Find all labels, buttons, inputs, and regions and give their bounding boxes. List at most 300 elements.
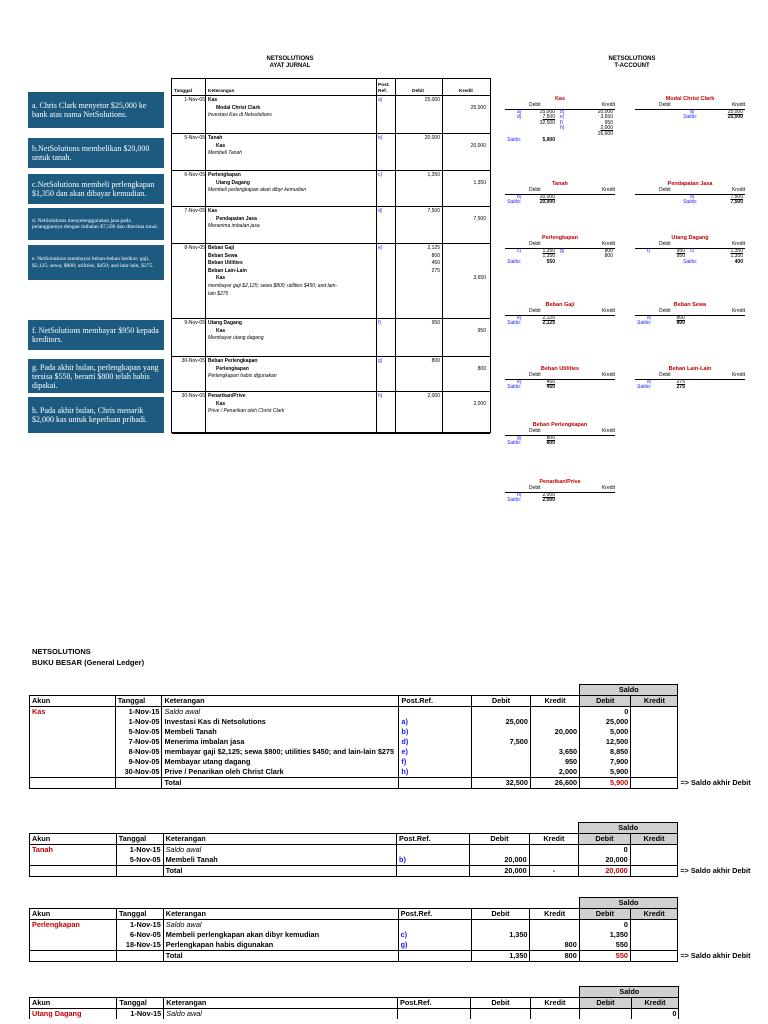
taccount <box>635 97 745 121</box>
journal-line-text: Menerima imbalan jasa <box>208 223 260 230</box>
journal-date: 6-Nov-05 <box>184 172 205 178</box>
journal-debit-value: 800 <box>431 358 440 364</box>
taccount <box>505 367 615 391</box>
ledger-description: Prive / Penarikan oleh Christ Clark <box>162 767 399 778</box>
ledger-empty-cell <box>30 685 116 696</box>
journal-ref: h) <box>378 393 383 399</box>
journal-title: AYAT JURNAL <box>269 63 311 69</box>
ledger-account-name <box>30 757 116 767</box>
ledger-empty-cell <box>678 823 768 834</box>
taccount-ref: g) <box>560 247 565 254</box>
ledger-credit <box>529 855 579 866</box>
ledger-description: Saldo awal <box>162 707 399 718</box>
taccount-debit-value: 275 <box>676 378 685 385</box>
taccount-title: Modal Christ Clark <box>665 96 715 102</box>
taccount <box>505 423 615 447</box>
ledger-col-scredit: Kredit <box>630 909 677 920</box>
taccount-ref: f) <box>560 119 564 126</box>
taccount-title: Beban Perlengkapan <box>532 422 588 428</box>
ledger-saldo-debit: 550 <box>579 940 630 951</box>
ledger-empty-cell <box>678 767 768 778</box>
journal-ref: d) <box>378 208 383 214</box>
journal-ref: g) <box>378 358 383 364</box>
ledger-description: Perlengkapan habis digunakan <box>163 940 398 951</box>
taccount-title: Beban Gaji <box>545 302 575 308</box>
ledger-empty-cell <box>164 987 398 998</box>
ledger-empty-cell <box>678 727 768 737</box>
ledger-title: BUKU BESAR (General Ledger) <box>32 658 145 667</box>
taccount-debit-value: 950 <box>676 247 685 254</box>
ledger-empty-cell <box>117 951 164 962</box>
ledger-col-debit: Debit <box>471 998 530 1009</box>
taccount-head <box>505 188 615 194</box>
ledger-row <box>30 727 768 737</box>
taccount-credit-label: Kredit <box>601 186 615 193</box>
ledger-row <box>30 717 768 727</box>
ledger-description: Saldo awal <box>164 1009 398 1020</box>
ledger-saldo-debit: 25,000 <box>580 717 631 727</box>
ledger-col-sdebit: Debit <box>580 696 631 707</box>
ledger-description: Menerima imbalan jasa <box>162 737 399 747</box>
ledger-empty-cell <box>398 898 471 909</box>
ledger-total-debit: 32,500 <box>472 778 531 789</box>
ledger-row <box>30 940 768 951</box>
ledger-account-name <box>30 717 116 727</box>
taccount-debit-value: 800 <box>676 314 685 321</box>
taccount <box>635 182 745 206</box>
taccount-ref: a) <box>690 108 695 115</box>
journal-entry <box>172 357 490 392</box>
ledger-empty-cell <box>162 685 399 696</box>
ledger-empty-cell <box>678 855 768 866</box>
journal-credit-value: 800 <box>477 365 486 372</box>
taccount-title: Beban Lain-Lain <box>668 366 712 372</box>
ledger-empty-cell <box>679 1009 768 1020</box>
taccount-saldo-row <box>635 115 745 121</box>
ledger-col-account: Akun <box>30 834 117 845</box>
ledger-col-date: Tanggal <box>116 834 163 845</box>
taccount-credit-value: 1,350 <box>730 253 743 260</box>
journal-ref: a) <box>378 97 383 103</box>
ledger-ref: d) <box>399 737 472 747</box>
ledger-empty-cell <box>529 823 579 834</box>
taccount-credit-value: 25,000 <box>727 108 743 115</box>
journal-line-text: membayar gaji $2,125; sewa $800; utilities $450; and lain- <box>208 283 337 289</box>
ledger-saldo-credit <box>630 920 677 931</box>
ledger-ref <box>399 707 472 718</box>
journal-debit-value: 25,000 <box>424 97 440 103</box>
taccount-title: Utang Dagang <box>671 235 709 241</box>
journal-col-debit: Debit <box>412 88 424 94</box>
ledger-col-scredit: Kredit <box>631 998 679 1009</box>
ledger-col-credit: Kredit <box>529 834 579 845</box>
taccount-ref: c) <box>690 247 695 254</box>
ledger-debit <box>472 707 531 718</box>
ledger-ref: g) <box>398 940 471 951</box>
ledger-col-desc: Keterangan <box>162 696 399 707</box>
ledger-debit: 1,350 <box>471 930 530 940</box>
journal-line-text: Membeli Tanah <box>208 150 243 157</box>
journal-line-text: Kas <box>208 208 218 214</box>
ledger-row <box>30 707 768 718</box>
taccount-debit-label: Debit <box>529 484 541 491</box>
ledger-head-row <box>30 696 768 707</box>
taccount-credit-value: 2,000 <box>600 125 613 132</box>
ledger-empty-cell <box>115 778 162 789</box>
ledger-ref <box>398 920 471 931</box>
journal-line-text: Membeli perlengkapan akan dibyr kemudian <box>208 187 307 194</box>
ledger-empty-cell <box>678 707 768 718</box>
taccount-credit-label: Kredit <box>731 186 745 193</box>
ledger-balance-note: => Saldo akhir Debit <box>680 778 751 787</box>
ledger-empty-cell <box>397 823 470 834</box>
ledger-date: 30-Nov-05 <box>115 767 162 778</box>
ledger-col-sdebit: Debit <box>579 834 631 845</box>
journal-line-text: Prive / Penarikan oleh Christ Clark <box>208 408 285 415</box>
taccount-credit-label: Kredit <box>601 484 615 491</box>
journal-date: 5-Nov-05 <box>184 135 205 141</box>
ledger-account-name: Utang Dagang <box>30 1009 117 1020</box>
taccount-debit-label: Debit <box>659 101 671 108</box>
ledger-debit <box>471 1009 530 1020</box>
ledger-saldo-debit: 20,000 <box>579 855 631 866</box>
taccount-saldo-value: 800 <box>546 440 555 447</box>
journal-credit-value: 7,500 <box>473 215 486 222</box>
taccount-debit-value: 1,350 <box>542 253 555 260</box>
ledger-debit <box>471 940 530 951</box>
journal-entry <box>172 134 490 171</box>
ledger-col-debit: Debit <box>470 834 529 845</box>
taccount-head <box>635 309 745 315</box>
journal-entry <box>172 96 490 134</box>
taccount-debit-label: Debit <box>659 186 671 193</box>
taccount-title: Perlengkapan <box>541 235 579 241</box>
ledger-credit <box>529 845 579 856</box>
ledger-debit <box>470 845 529 856</box>
taccount-credit-label: Kredit <box>601 101 615 108</box>
ledger-credit <box>530 737 579 747</box>
journal-ref: c) <box>378 172 383 178</box>
ledger-row <box>30 757 768 767</box>
taccount-saldo-value: 550 <box>546 258 555 265</box>
taccount-saldo-value: 800 <box>676 320 685 327</box>
ledger-account-name: Tanah <box>30 845 117 856</box>
taccount <box>505 480 615 504</box>
ledger-saldo-header: Saldo <box>579 823 678 834</box>
taccount-ref: e) <box>647 378 652 385</box>
ledger-saldo-debit: 0 <box>579 920 630 931</box>
ledger-empty-cell <box>117 987 164 998</box>
taccount-ref: e) <box>517 378 522 385</box>
ledger-saldo-credit <box>631 757 678 767</box>
taccount-saldo-label: Saldo: <box>683 199 698 206</box>
ledger-col-sdebit: Debit <box>580 998 632 1009</box>
ledger-empty-cell <box>30 951 117 962</box>
taccount-company: NETSOLUTIONS <box>608 56 656 62</box>
taccount-credit-label: Kredit <box>731 101 745 108</box>
taccount-debit-value: 20,000 <box>539 193 555 200</box>
taccount-head <box>635 373 745 379</box>
ledger-saldo-credit <box>631 717 678 727</box>
ledger-empty-cell <box>678 747 768 757</box>
ledger-empty-cell <box>678 757 768 767</box>
journal-date: 9-Nov-05 <box>184 320 205 326</box>
ledger-row <box>30 930 768 940</box>
ledger-date: 5-Nov-05 <box>116 855 163 866</box>
ledger-saldo-credit <box>631 737 678 747</box>
ledger-debit: 20,000 <box>470 855 529 866</box>
ledger-col-ref: Post.Ref. <box>399 696 472 707</box>
taccount-head <box>505 242 615 248</box>
ledger-col-account: Akun <box>30 998 117 1009</box>
journal-entry <box>172 207 490 244</box>
taccount <box>635 303 745 327</box>
ledger-total-label: Total <box>163 951 398 962</box>
journal-line-text: Perlengkapan habis digunakan <box>208 373 277 380</box>
note-g: g. Pada akhir bulan, perlengkapan yang tersisa $550, berarti $800 telah habis dipakai. <box>28 359 164 393</box>
ledger-credit <box>530 920 579 931</box>
ledger-col-sdebit: Debit <box>579 909 630 920</box>
taccount-ref: b) <box>517 193 522 200</box>
taccount-debit-label: Debit <box>529 240 541 247</box>
ledger-ref: a) <box>399 717 472 727</box>
taccount-saldo-label: Saldo: <box>507 136 522 143</box>
taccount-title: Kas <box>554 96 566 102</box>
ledger-empty-cell <box>30 898 117 909</box>
journal-line-text: Perlengkapan <box>216 365 249 372</box>
journal-debit-value: 800 <box>431 252 440 259</box>
ledger-empty-cell <box>397 987 470 998</box>
journal-date: 1-Nov-05 <box>184 97 205 103</box>
journal-debit-value: 950 <box>431 320 440 326</box>
ledger-col-date: Tanggal <box>115 696 162 707</box>
journal-credit-value: 3,650 <box>473 275 486 282</box>
ledger-empty-cell <box>115 685 162 696</box>
ledger-total-label: Total <box>163 866 396 877</box>
journal-line-text: Tanah <box>208 135 223 141</box>
ledger-col-account: Akun <box>30 909 117 920</box>
journal-entry <box>172 244 490 319</box>
taccount-debit-value: 25,000 <box>539 108 555 115</box>
ledger-total-saldo-debit: 550 <box>579 951 630 962</box>
journal-head-row <box>172 79 490 96</box>
ledger-description: Investasi Kas di Netsolutions <box>162 717 399 727</box>
ledger-empty-cell <box>679 998 768 1009</box>
ledger-debit <box>472 727 531 737</box>
ledger-saldo-header-row <box>30 898 768 909</box>
taccount-ref: d) <box>690 193 695 200</box>
taccount-credit-value: 950 <box>604 119 613 126</box>
ledger-account <box>29 684 768 789</box>
journal-debit-value: 450 <box>431 260 440 267</box>
journal-credit-value: 2,000 <box>473 400 486 407</box>
ledger-account-name <box>30 930 117 940</box>
journal-line-text: Kas <box>216 327 226 334</box>
journal-date: 30-Nov-05 <box>181 358 205 364</box>
ledger-col-credit: Kredit <box>530 696 579 707</box>
note-a: a. Chris Clark menyetor $25,000 ke bank atas nama NetSolutions. <box>28 92 164 128</box>
journal-debit-value: 2,125 <box>427 245 440 251</box>
ledger-saldo-debit: 0 <box>580 707 631 718</box>
ledger-row <box>30 767 768 778</box>
ledger-saldo-header: Saldo <box>580 685 678 696</box>
note-d: d. NetSolutions menyelenggarakan jasa pada pelanggannya dengan imbalan $7,500 dan diterima tunai. <box>28 208 164 240</box>
taccount-ref: c) <box>517 247 522 254</box>
ledger-total-saldo-credit <box>630 951 677 962</box>
ledger-ref: b) <box>399 727 472 737</box>
ledger-saldo-debit: 5,000 <box>580 727 631 737</box>
taccount-credit-label: Kredit <box>601 240 615 247</box>
taccount-saldo-value: 275 <box>676 384 685 391</box>
ledger-col-scredit: Kredit <box>630 834 678 845</box>
taccount-saldo-label: Saldo: <box>507 258 522 265</box>
taccount-credit-value: 3,650 <box>600 114 613 121</box>
taccount-debit-label: Debit <box>529 307 541 314</box>
ledger-total-credit: - <box>529 866 579 877</box>
ledger-debit: 7,500 <box>472 737 531 747</box>
taccount-debit-value: 7,500 <box>542 114 555 121</box>
taccount-debit-label: Debit <box>529 427 541 434</box>
ledger-row <box>30 1009 768 1020</box>
ledger-saldo-header-row <box>30 987 768 998</box>
ledger-date: 1-Nov-15 <box>117 1009 164 1020</box>
journal-debit-value: 2,000 <box>427 393 440 399</box>
ledger-empty-cell <box>399 778 472 789</box>
ledger-total-saldo-debit: 20,000 <box>579 866 631 877</box>
ledger-ref: c) <box>398 930 471 940</box>
taccount-debit-label: Debit <box>659 307 671 314</box>
ledger-col-desc: Keterangan <box>163 834 396 845</box>
ledger-account-name <box>30 940 117 951</box>
taccount-saldo-row <box>505 260 615 266</box>
journal-line-text: Beban Sewa <box>208 252 238 259</box>
journal-credit-value: 20,000 <box>470 142 486 149</box>
taccount-saldo-value: 7,500 <box>730 199 743 206</box>
ledger-ref: b) <box>397 855 470 866</box>
taccount-head <box>505 373 615 379</box>
ledger-empty-cell <box>398 951 471 962</box>
taccount-credit-value: 1,350 <box>730 247 743 254</box>
ledger-empty-cell <box>116 866 163 877</box>
ledger-empty-cell <box>679 987 768 998</box>
ledger-description: Membayar utang dagang <box>162 757 399 767</box>
taccount <box>635 236 745 265</box>
ledger-empty-cell <box>678 696 768 707</box>
ledger-description: membayar gaji $2,125; sewa $800; utilities $450; and lain-lain $275 <box>162 747 399 757</box>
ledger-account-name <box>30 727 116 737</box>
journal-line-text: Kas <box>216 142 226 149</box>
taccount-saldo-value: 20,000 <box>539 199 555 206</box>
taccount-ref: h) <box>517 491 522 498</box>
ledger-total-saldo-credit <box>631 778 678 789</box>
ledger-account-name <box>30 747 116 757</box>
ledger-empty-cell <box>163 823 396 834</box>
journal-credit-value: 950 <box>477 327 486 334</box>
taccount-debit-value: 950 <box>676 253 685 260</box>
ledger-saldo-credit: 0 <box>631 1009 679 1020</box>
journal-line-text: Membayar utang dagang <box>208 335 264 342</box>
journal-ref: f) <box>378 320 382 326</box>
ledger-date: 6-Nov-05 <box>117 930 164 940</box>
journal-line-text: Beban Lain-Lain <box>208 267 247 274</box>
taccount-head <box>635 103 745 109</box>
ledger-col-desc: Keterangan <box>163 909 398 920</box>
ledger-account-name: Kas <box>30 707 116 718</box>
taccount-title: Tanah <box>552 181 568 187</box>
ledger-credit: 3,650 <box>530 747 579 757</box>
ledger-col-debit: Debit <box>472 696 531 707</box>
ledger-credit <box>530 717 579 727</box>
ledger-credit: 20,000 <box>530 727 579 737</box>
ledger-description: Membeli Tanah <box>163 855 396 866</box>
ledger-empty-cell <box>30 778 116 789</box>
ledger-date: 1-Nov-15 <box>117 920 164 931</box>
ledger-empty-cell <box>471 987 530 998</box>
journal-table <box>171 78 491 433</box>
ledger-saldo-credit <box>631 707 678 718</box>
taccount-saldo-label: Saldo: <box>507 497 522 504</box>
journal-line-text: Kas <box>216 275 226 282</box>
journal-ref: b) <box>378 135 383 141</box>
taccount-debit-label: Debit <box>659 371 671 378</box>
taccount-saldo-row <box>505 498 615 504</box>
ledger-date: 1-Nov-15 <box>115 707 162 718</box>
ledger-account <box>29 897 768 962</box>
ledger-date: 7-Nov-05 <box>115 737 162 747</box>
taccount-ref: d) <box>517 114 522 121</box>
ledger-empty-cell <box>678 717 768 727</box>
taccount-credit-value: 26,600 <box>597 130 613 137</box>
journal-date: 7-Nov-05 <box>184 208 205 214</box>
ledger-empty-cell <box>117 898 164 909</box>
taccount-saldo-label: Saldo: <box>507 320 522 327</box>
journal-line-text: Perlengkapan <box>208 172 241 178</box>
taccount-ref: g) <box>517 434 522 441</box>
taccount-debit-value: 1,350 <box>542 247 555 254</box>
ledger-total-label: Total <box>162 778 399 789</box>
taccount-saldo-value: 2,125 <box>542 320 555 327</box>
ledger-description: Saldo awal <box>163 845 396 856</box>
journal-col-date: Tanggal <box>174 88 193 94</box>
taccount-ref: f) <box>647 247 651 254</box>
ledger-empty-cell <box>397 866 470 877</box>
ledger-empty-cell <box>399 685 472 696</box>
taccount-saldo-row <box>505 441 615 447</box>
ledger-total-debit: 1,350 <box>471 951 530 962</box>
ledger-debit <box>471 920 530 931</box>
journal-entry <box>172 171 490 207</box>
taccount-credit-value: 800 <box>604 253 613 260</box>
ledger-total-row <box>30 866 768 877</box>
note-c: c.NetSolutions membeli perlengkapan $1,350 dan akan dibayar kemudian. <box>28 174 164 204</box>
taccount-ref: b) <box>560 108 565 115</box>
taccount-head <box>635 188 745 194</box>
ledger-date: 8-Nov-05 <box>115 747 162 757</box>
ledger-saldo-credit <box>630 855 678 866</box>
ledger-empty-cell <box>471 898 530 909</box>
ledger-balance-note: => Saldo akhir Debit <box>680 951 751 960</box>
ledger-account-name <box>30 737 116 747</box>
ledger-empty-cell <box>30 823 117 834</box>
ledger-total-credit: 800 <box>530 951 579 962</box>
ledger-saldo-debit: 8,850 <box>580 747 631 757</box>
taccount-ref: a) <box>517 108 522 115</box>
taccount-credit-value: 800 <box>604 247 613 254</box>
taccount-ref: e) <box>517 314 522 321</box>
taccount-credit-label: Kredit <box>601 307 615 314</box>
ledger-account-name: Perlengkapan <box>30 920 117 931</box>
ledger-row <box>30 737 768 747</box>
